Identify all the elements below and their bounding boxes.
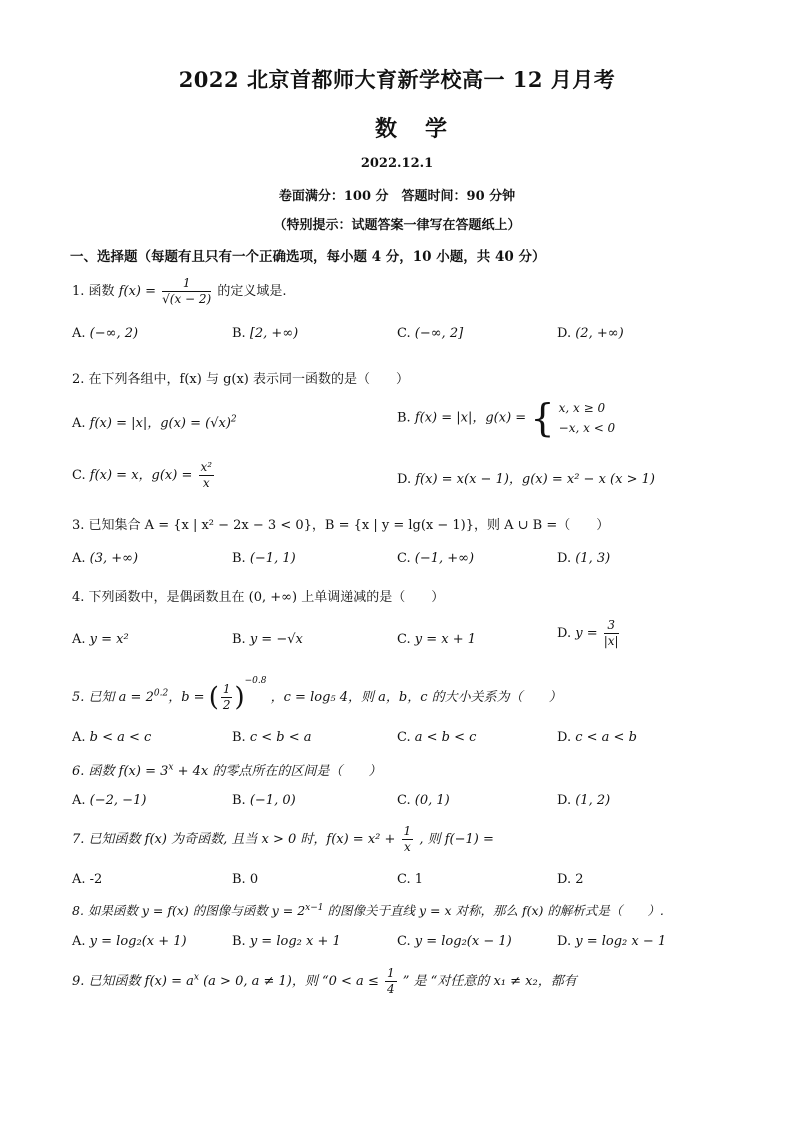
q2-brace: { <box>530 396 555 440</box>
q6-option-c: C. (0, 1) <box>397 793 450 808</box>
q1-stem-post: 的定义域是. <box>217 284 287 299</box>
q3-option-a: A. (3, +∞) <box>72 551 139 566</box>
q1-option-a: A. (−∞, 2) <box>72 326 139 341</box>
q5-option-d: D. c < a < b <box>557 730 637 745</box>
q4-option-d: D. y = $\frac{3}{|x|}$ <box>557 618 619 648</box>
q5-option-a: A. b < a < c <box>72 730 152 745</box>
q6-option-a: A. (−2, −1) <box>72 793 147 808</box>
q2-option-c: C. f(x) = x，g(x) = $\frac{\text{x²}}{x}$ <box>72 460 213 490</box>
question-3: 3. 已知集合 A = {x | x² − 2x − 3 < 0}，B = {x | y = lg(x − 1)}，则 A ∪ B =（ ） <box>72 518 610 533</box>
q4-option-c: C. y = x + 1 <box>397 632 477 647</box>
q2-option-a: A. f(x) = |x|，$g(x) = (√x)^2$ <box>72 414 237 431</box>
q4-option-b: B. y = −√x <box>232 632 303 647</box>
q1-stem-pre: 1. 函数 <box>72 284 115 299</box>
question-8: 8. 如果函数 y = f(x) 的图像与函数 $y = 2^{x-1}$ 的图像关于直线 y = x 对称，那么 f(x) 的解析式是（ ）. <box>72 902 664 918</box>
q3-option-c: C. (−1, +∞) <box>397 551 475 566</box>
q8-option-a: A. y = log₂(x + 1) <box>72 934 187 949</box>
q5-paren-right: ) <box>234 682 245 713</box>
q6-option-b: B. (−1, 0) <box>232 793 296 808</box>
q7-option-b: B. 0 <box>232 872 259 887</box>
q8-option-d: D. y = log₂ x − 1 <box>557 934 667 949</box>
q1-denominator: √(x − 2) <box>162 292 212 306</box>
q1-numerator: 1 <box>162 276 211 292</box>
q6-option-d: D. (1, 2) <box>557 793 611 808</box>
q5-option-b: B. c < b < a <box>232 730 312 745</box>
q1-option-d: D. (2, +∞) <box>557 326 624 341</box>
question-9: 9. 已知函数 $f(x) = a^x$ (a > 0, a ≠ 1)，则 “0 < a ≤ $\frac{1}{4}$ ” 是 “对任意的 x₁ ≠ x₂，都有 <box>72 966 577 996</box>
q1-option-c: C. (−∞, 2] <box>397 326 464 341</box>
q8-option-b: B. y = log₂ x + 1 <box>232 934 341 949</box>
exam-date: 2022.12.1 <box>360 156 434 171</box>
question-1 <box>72 276 287 307</box>
section-heading: 一、选择题（每题有且只有一个正确选项，每小题 4 分，10 小题，共 40 分） <box>70 249 546 265</box>
q5-option-c: C. a < b < c <box>397 730 477 745</box>
exam-info: 卷面满分：100 分 答题时间：90 分钟 <box>278 189 516 204</box>
page-title: 2022 北京首都师大育新学校高一 12 月月考 <box>178 67 616 92</box>
q3-option-d: D. (1, 3) <box>557 551 611 566</box>
exam-tip: （特别提示：试题答案一律写在答题纸上） <box>273 218 521 233</box>
question-7: 7. 已知函数 f(x) 为奇函数, 且当 x > 0 时，f(x) = x² + $\frac{1}{x}$ , 则 f(−1) = <box>72 824 494 854</box>
q8-option-c: C. y = log₂(x − 1) <box>397 934 512 949</box>
q1-fraction <box>162 276 211 307</box>
subject-title: 数学 <box>374 116 475 142</box>
q3-option-b: B. (−1, 1) <box>232 551 296 566</box>
question-2: 2. 在下列各组中，f(x) 与 g(x) 表示同一函数的是（ ） <box>72 372 410 387</box>
q2-option-d: D. f(x) = x(x − 1)，g(x) = x² − x (x > 1) <box>397 472 655 487</box>
q7-option-d: D. 2 <box>557 872 584 887</box>
question-6: 6. 函数 $f(x) = 3^x + 4x$ 的零点所在的区间是（ ） <box>72 762 382 779</box>
q5-paren-left: ( <box>208 682 219 713</box>
q1-func: f(x) = <box>118 284 156 299</box>
q2-piecewise: x, x ≥ 0 −x, x < 0 <box>558 401 616 435</box>
q7-option-c: C. 1 <box>397 872 424 887</box>
q7-option-a: A. -2 <box>72 872 103 887</box>
q2-option-b: B. f(x) = |x|，g(x) = { x, x ≥ 0 −x, x < 0 <box>397 396 616 440</box>
question-4: 4. 下列函数中，是偶函数且在 (0, +∞) 上单调递减的是（ ） <box>72 590 445 605</box>
q4-option-a: A. y = x² <box>72 632 129 647</box>
q1-option-b: B. [2, +∞) <box>232 326 299 341</box>
question-5: 5. 已知 $a = 2^{0.2}$，b = ( $\frac{1}{2}$ )$^{-0.8}$ ，c = log₅ 4，则 a，b，c 的大小关系为（ ） <box>72 676 562 713</box>
